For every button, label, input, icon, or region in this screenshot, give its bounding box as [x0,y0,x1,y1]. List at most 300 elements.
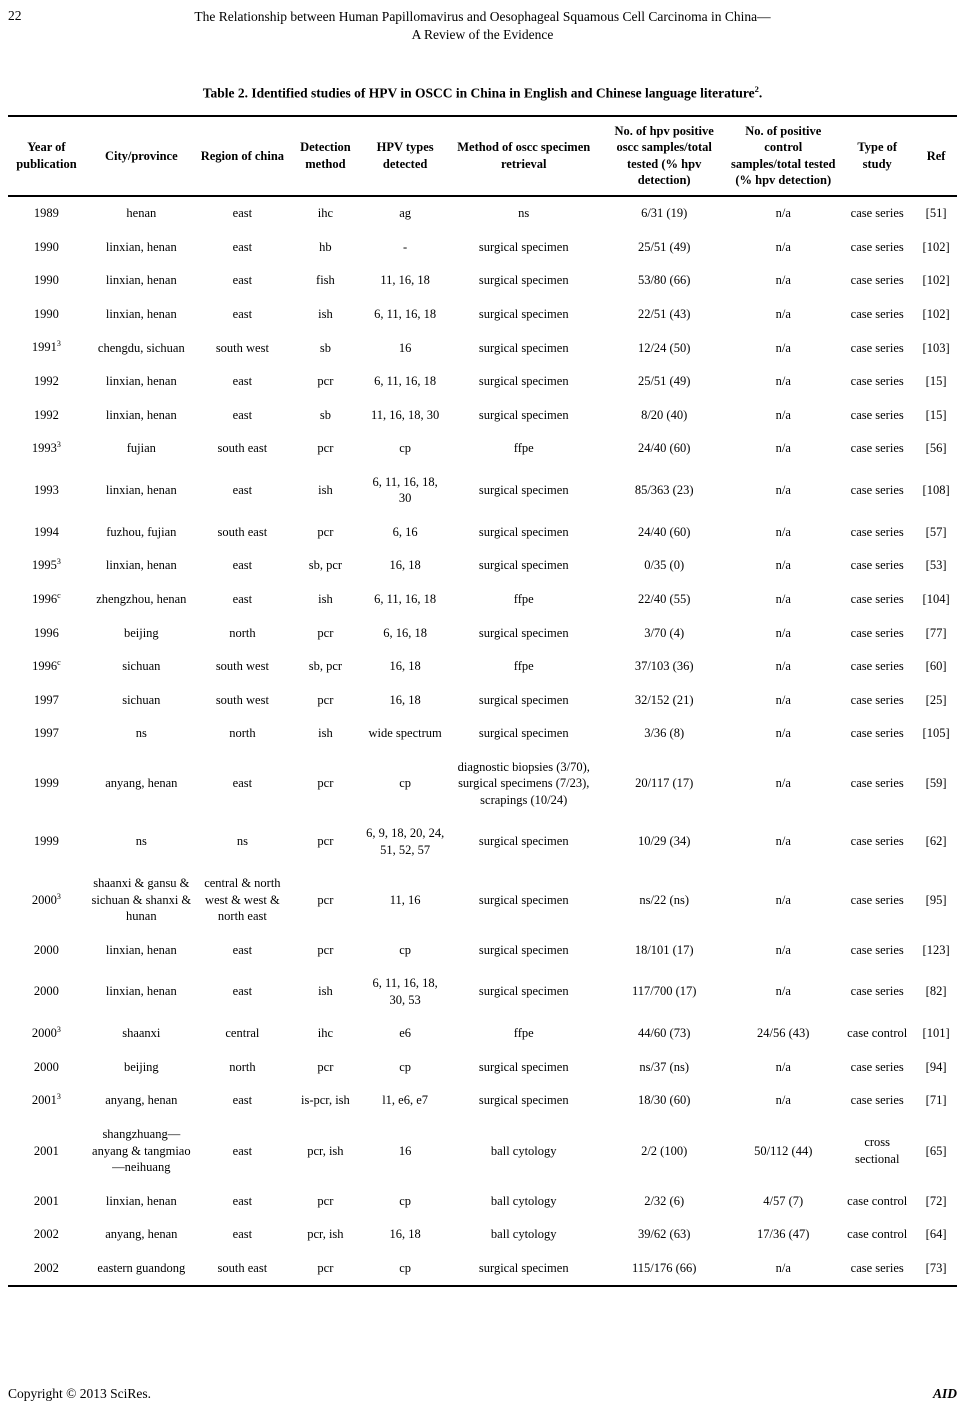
cell-oscc_positive: 25/51 (49) [637,374,691,389]
cell-method: surgical specimen [478,984,569,999]
cell-method: surgical specimen [478,942,569,957]
cell-hpv_types: 16 [398,1143,412,1158]
table-row [8,582,957,616]
column-header-study_type: Type of study [857,140,898,171]
cell-oscc_positive: 18/30 (60) [637,1093,691,1108]
cell-ref: [108] [922,483,950,497]
cell-detection: pcr, ish [307,1227,344,1242]
journal-abbreviation: AID [932,1386,957,1401]
cell-ref: [104] [922,591,950,606]
cell-hpv_types: cp [399,441,412,456]
cell-region: east [232,1143,253,1158]
cell-method: surgical specimen [478,374,569,389]
cell-control_positive: n/a [775,1093,791,1108]
table-caption [8,84,957,102]
table-row [8,817,957,867]
cell-hpv_types: cp [399,776,412,791]
year-footnote-marker: c [57,590,61,600]
cell-method: surgical specimen [478,1260,569,1275]
cell-control_positive: n/a [775,441,791,456]
cell-city: anyang, henan [105,1227,178,1242]
cell-detection: ihc [317,206,334,221]
cell-year: 2000 [33,984,59,999]
cell-detection: ish [318,726,333,741]
cell-region: east [232,483,253,497]
cell-year: 1997 [33,726,59,741]
cell-hpv_types: 6, 9, 18, 20, 24, 51, 52, 57 [366,826,445,857]
cell-method: surgical specimen [478,340,569,355]
cell-ref: [95] [925,892,947,907]
cell-hpv_types: 6, 16 [392,524,418,539]
cell-oscc_positive: 22/40 (55) [637,591,691,606]
paper-title: The Relationship between Human Papillomavirus and Oesophageal Squamous Cell Carcinoma in China—A Review of the Evidence [194,9,771,43]
cell-detection: fish [316,273,335,288]
cell-ref: [103] [922,340,950,355]
cell-year: 1993 [33,483,59,497]
cell-control_positive: n/a [775,407,791,422]
cell-control_positive: n/a [775,558,791,573]
table-row [8,1251,957,1286]
cell-city: ns [135,726,147,741]
cell-ref: [102] [922,273,950,288]
table-body [8,196,957,1286]
cell-method: surgical specimen [478,892,569,907]
cell-study_type: case series [850,1093,904,1108]
cell-year: 2002 [33,1260,59,1275]
cell-control_positive: n/a [775,1260,791,1275]
cell-region: east [232,984,253,999]
cell-city: linxian, henan [105,306,177,321]
cell-region: north [229,726,256,741]
cell-hpv_types: cp [399,942,412,957]
cell-region: south east [217,524,268,539]
cell-hpv_types: l1, e6, e7 [382,1093,429,1108]
year-footnote-marker: c [57,658,61,668]
cell-oscc_positive: 20/117 (17) [635,776,694,791]
cell-city: shaanxi [122,1026,161,1041]
table-row [8,1118,957,1185]
page-footer [8,1386,957,1402]
cell-year: 1996$^c$ [32,590,61,607]
cell-study_type: case series [850,834,904,849]
table-row [8,196,957,231]
cell-region: east [232,942,253,957]
cell-detection: pcr [317,524,334,539]
cell-detection: pcr [317,1059,334,1074]
cell-study_type: cross sectional [854,1135,900,1166]
cell-study_type: case series [850,558,904,573]
cell-region: south west [215,340,269,355]
cell-oscc_positive: 25/51 (49) [637,239,691,254]
cell-city: linxian, henan [105,558,177,573]
cell-hpv_types: 11, 16 [389,892,421,907]
cell-hpv_types: - [403,239,408,254]
cell-control_positive: n/a [775,776,791,791]
cell-detection: sb [319,340,331,355]
cell-city: linxian, henan [105,374,177,389]
cell-region: central & north west & west & north east [204,876,281,924]
table-row [8,867,957,934]
table-row [8,717,957,751]
cell-hpv_types: cp [399,1059,412,1074]
cell-city: fujian [126,441,156,456]
cell-city: beijing [123,1059,159,1074]
table-row [8,398,957,432]
cell-oscc_positive: 0/35 (0) [644,558,685,573]
cell-study_type: case series [850,625,904,640]
cell-control_positive: n/a [775,591,791,606]
cell-detection: is-pcr, ish [301,1093,350,1108]
cell-method: ffpe [513,591,534,606]
cell-method: surgical specimen [478,692,569,707]
cell-city: eastern guandong [97,1260,186,1275]
cell-ref: [123] [922,942,950,957]
cell-hpv_types: 6, 16, 18 [383,625,427,640]
cell-oscc_positive: 12/24 (50) [637,340,691,355]
cell-year: 1990 [33,273,59,288]
cell-method: ffpe [513,1026,534,1041]
cell-hpv_types: cp [399,1193,412,1208]
cell-detection: ish [318,984,333,999]
column-header-year: Year of publication [16,140,77,171]
table-caption-text: Table 2. Identified studies of HPV in OSCC in China in English and Chinese language literature [202,85,755,101]
cell-hpv_types: 6, 11, 16, 18 [374,374,437,389]
cell-control_positive: n/a [775,726,791,741]
cell-year: 2000$^3$ [31,891,61,907]
cell-year: 2000 [33,942,59,957]
cell-city: shaanxi & gansu & sichuan & shanxi & hunan [91,876,192,924]
cell-method: ffpe [513,659,534,674]
cell-study_type: case series [850,206,904,221]
cell-method: surgical specimen [478,558,569,573]
cell-study_type: case series [850,591,904,606]
cell-study_type: case series [850,306,904,321]
cell-control_positive: 50/112 (44) [754,1143,813,1158]
studies-table [8,115,957,1287]
cell-control_positive: n/a [775,834,791,849]
cell-oscc_positive: ns/37 (ns) [639,1059,689,1074]
column-header-oscc_positive: No. of hpv positive oscc samples/total tested (% hpv detection) [614,123,714,188]
cell-ref: [59] [925,776,947,791]
cell-control_positive: n/a [775,692,791,707]
cell-control_positive: n/a [775,374,791,389]
cell-ref: [72] [925,1193,947,1208]
cell-ref: [51] [925,206,947,221]
cell-control_positive: 24/56 (43) [757,1026,810,1041]
table-row [8,1218,957,1252]
cell-hpv_types: 11, 16, 18 [380,273,430,288]
cell-hpv_types: 16, 18 [389,1227,421,1242]
column-header-hpv_types: HPV types detected [376,140,434,171]
cell-hpv_types: wide spectrum [368,726,442,741]
cell-control_positive: n/a [775,659,791,674]
cell-detection: hb [319,239,332,254]
cell-control_positive: 4/57 (7) [763,1193,804,1208]
cell-ref: [57] [925,524,947,539]
cell-control_positive: 17/36 (47) [757,1227,810,1242]
cell-control_positive: n/a [775,306,791,321]
cell-detection: pcr [317,834,334,849]
cell-year: 1990 [33,239,59,254]
cell-region: east [232,591,253,606]
cell-hpv_types: ag [399,206,412,221]
cell-method: ns [518,206,530,221]
cell-city: ns [135,834,147,849]
table-row [8,1017,957,1051]
cell-control_positive: n/a [775,206,791,221]
cell-study_type: case series [850,942,904,957]
cell-detection: sb, pcr [308,659,343,674]
table-row [8,650,957,684]
cell-year: 1991$^3$ [31,339,61,355]
cell-study_type: case series [850,892,904,907]
cell-detection: pcr [317,1193,334,1208]
cell-ref: [15] [925,374,947,389]
cell-detection: pcr [317,692,334,707]
cell-oscc_positive: 2/32 (6) [644,1193,685,1208]
cell-oscc_positive: 37/103 (36) [634,659,694,674]
cell-region: east [232,1193,253,1208]
cell-control_positive: n/a [775,892,791,907]
table-row [8,264,957,298]
cell-city: shangzhuang—anyang & tangmiao—neihuang [92,1127,191,1175]
year-footnote-marker: 3 [56,1092,61,1102]
cell-detection: pcr [317,942,334,957]
cell-control_positive: n/a [775,984,791,999]
cell-oscc_positive: 117/700 (17) [631,984,697,999]
table-row [8,515,957,549]
cell-ref: [105] [922,726,950,741]
cell-ref: [62] [925,834,947,849]
cell-study_type: case series [850,374,904,389]
cell-hpv_types: 16, 18 [389,558,421,573]
table-header-row [8,116,957,196]
cell-method: surgical specimen [478,1093,569,1108]
cell-study_type: case series [850,441,904,456]
cell-city: linxian, henan [105,273,177,288]
cell-method: ball cytology [490,1227,557,1242]
table-row [8,297,957,331]
cell-ref: [60] [925,659,947,674]
cell-method: surgical specimen [478,524,569,539]
cell-control_positive: n/a [775,483,791,497]
cell-year: 1995$^3$ [31,557,61,573]
cell-year: 1994 [33,524,59,539]
cell-method: ball cytology [490,1143,557,1158]
cell-year: 2001 [33,1193,59,1208]
cell-ref: [94] [925,1059,947,1074]
cell-study_type: case control [847,1227,908,1242]
cell-detection: ihc [317,1026,334,1041]
cell-study_type: case control [847,1026,908,1041]
cell-oscc_positive: 8/20 (40) [641,407,688,422]
cell-region: south east [217,441,268,456]
cell-oscc_positive: 6/31 (19) [641,206,688,221]
cell-year: 1996$^c$ [32,658,61,674]
cell-ref: [102] [922,239,950,254]
cell-hpv_types: 6, 11, 16, 18 [374,306,437,321]
table-row [8,432,957,466]
cell-method: surgical specimen [478,306,569,321]
cell-ref: [56] [925,441,947,456]
cell-method: diagnostic biopsies (3/70), surgical specimens (7/23), scrapings (10/24) [457,759,590,807]
cell-region: east [232,407,253,422]
cell-year: 1997 [33,692,59,707]
cell-method: surgical specimen [478,483,569,497]
cell-oscc_positive: ns/22 (ns) [639,892,689,907]
cell-hpv_types: 16 [398,340,412,355]
cell-method: surgical specimen [478,239,569,254]
cell-detection: sb, pcr [308,558,343,573]
cell-study_type: case series [850,659,904,674]
cell-detection: pcr [317,374,334,389]
cell-oscc_positive: 22/51 (43) [637,306,691,321]
cell-oscc_positive: 3/70 (4) [644,625,685,640]
cell-detection: pcr [317,1260,334,1275]
table-row [8,750,957,817]
cell-hpv_types: 11, 16, 18, 30 [370,407,440,422]
cell-detection: pcr [317,892,334,907]
cell-oscc_positive: 44/60 (73) [637,1026,691,1041]
cell-control_positive: n/a [775,340,791,355]
cell-hpv_types: e6 [399,1026,412,1041]
cell-study_type: case series [850,524,904,539]
cell-oscc_positive: 24/40 (60) [637,441,691,456]
cell-control_positive: n/a [775,1059,791,1074]
cell-detection: pcr [317,776,334,791]
cell-oscc_positive: 2/2 (100) [641,1143,688,1158]
cell-city: anyang, henan [105,1093,178,1108]
cell-year: 1989 [33,206,59,221]
table-row [8,933,957,967]
cell-region: south east [217,1260,268,1275]
cell-year: 2000 [33,1059,59,1074]
cell-city: zhengzhou, henan [96,591,187,606]
cell-oscc_positive: 53/80 (66) [637,273,691,288]
cell-control_positive: n/a [775,942,791,957]
cell-hpv_types: 6, 11, 16, 18, 30 [372,474,438,506]
cell-year: 2002 [33,1227,59,1242]
cell-city: linxian, henan [105,1193,177,1208]
column-header-control_positive: No. of positive control samples/total tested (% hpv detection) [731,123,836,188]
cell-study_type: case control [847,1193,908,1208]
cell-hpv_types: 6, 11, 16, 18 [374,591,437,606]
cell-city: fuzhou, fujian [106,524,177,539]
cell-region: east [232,206,253,221]
cell-ref: [102] [922,306,950,321]
cell-study_type: case series [850,273,904,288]
cell-hpv_types: 6, 11, 16, 18, 30, 53 [372,976,438,1007]
cell-region: south west [215,692,269,707]
cell-detection: ish [318,591,333,606]
cell-ref: [53] [925,558,947,573]
cell-study_type: case series [850,239,904,254]
cell-region: ns [236,834,248,849]
cell-city: anyang, henan [105,776,178,791]
cell-method: surgical specimen [478,407,569,422]
table-row [8,230,957,264]
cell-method: surgical specimen [478,625,569,640]
cell-control_positive: n/a [775,524,791,539]
cell-year: 2000$^3$ [31,1025,61,1041]
cell-study_type: case series [850,1260,904,1275]
year-footnote-marker: 3 [56,1025,61,1035]
cell-detection: pcr [317,625,334,640]
cell-detection: ish [318,306,333,321]
cell-year: 1992 [33,374,59,389]
column-header-method: Method of oscc specimen retrieval [457,140,591,171]
cell-detection: sb [319,407,331,422]
cell-year: 1992 [33,407,59,422]
column-header-ref: Ref [926,148,946,163]
table-row [8,967,957,1017]
year-footnote-marker: 3 [56,891,61,901]
table-row [8,1050,957,1084]
cell-oscc_positive: 3/36 (8) [644,726,685,741]
cell-detection: ish [318,483,333,497]
cell-year: 2001 [33,1143,59,1158]
cell-hpv_types: cp [399,1260,412,1275]
cell-oscc_positive: 32/152 (21) [634,692,694,707]
year-footnote-marker: 3 [56,339,61,349]
cell-study_type: case series [850,692,904,707]
cell-study_type: case series [850,407,904,422]
cell-oscc_positive: 39/62 (63) [637,1227,691,1242]
cell-detection: pcr [317,441,334,456]
table-row [8,331,957,365]
cell-city: henan [126,206,157,221]
table-row [8,549,957,583]
cell-study_type: case series [850,1059,904,1074]
cell-study_type: case series [850,483,904,497]
cell-study_type: case series [850,340,904,355]
cell-oscc_positive: 24/40 (60) [637,524,691,539]
cell-ref: [82] [925,984,947,999]
cell-study_type: case series [850,726,904,741]
cell-city: linxian, henan [105,239,177,254]
cell-method: surgical specimen [478,726,569,741]
cell-control_positive: n/a [775,239,791,254]
cell-region: south west [215,659,269,674]
year-footnote-marker: 3 [56,557,61,567]
cell-ref: [65] [925,1143,947,1158]
page-header [8,6,957,44]
table-row [8,1184,957,1218]
cell-ref: [71] [925,1093,947,1108]
cell-year: 1999 [33,834,59,849]
cell-city: sichuan [122,692,161,707]
table-row [8,1084,957,1118]
cell-ref: [77] [925,625,947,640]
cell-oscc_positive: 115/176 (66) [631,1260,697,1275]
cell-region: north [229,1059,256,1074]
cell-region: east [232,273,253,288]
year-footnote-marker: 3 [56,440,61,450]
cell-region: north [229,625,256,640]
cell-method: surgical specimen [478,834,569,849]
cell-region: east [232,1093,253,1108]
cell-method: surgical specimen [478,1059,569,1074]
cell-city: linxian, henan [105,407,177,422]
cell-city: beijing [123,625,159,640]
cell-oscc_positive: 85/363 (23) [634,483,694,497]
table-row [8,616,957,650]
cell-region: east [232,558,253,573]
table-row [8,465,957,515]
table-caption-footnote-marker: 2 [754,84,759,95]
cell-city: sichuan [122,659,161,674]
cell-ref: [101] [922,1026,950,1041]
